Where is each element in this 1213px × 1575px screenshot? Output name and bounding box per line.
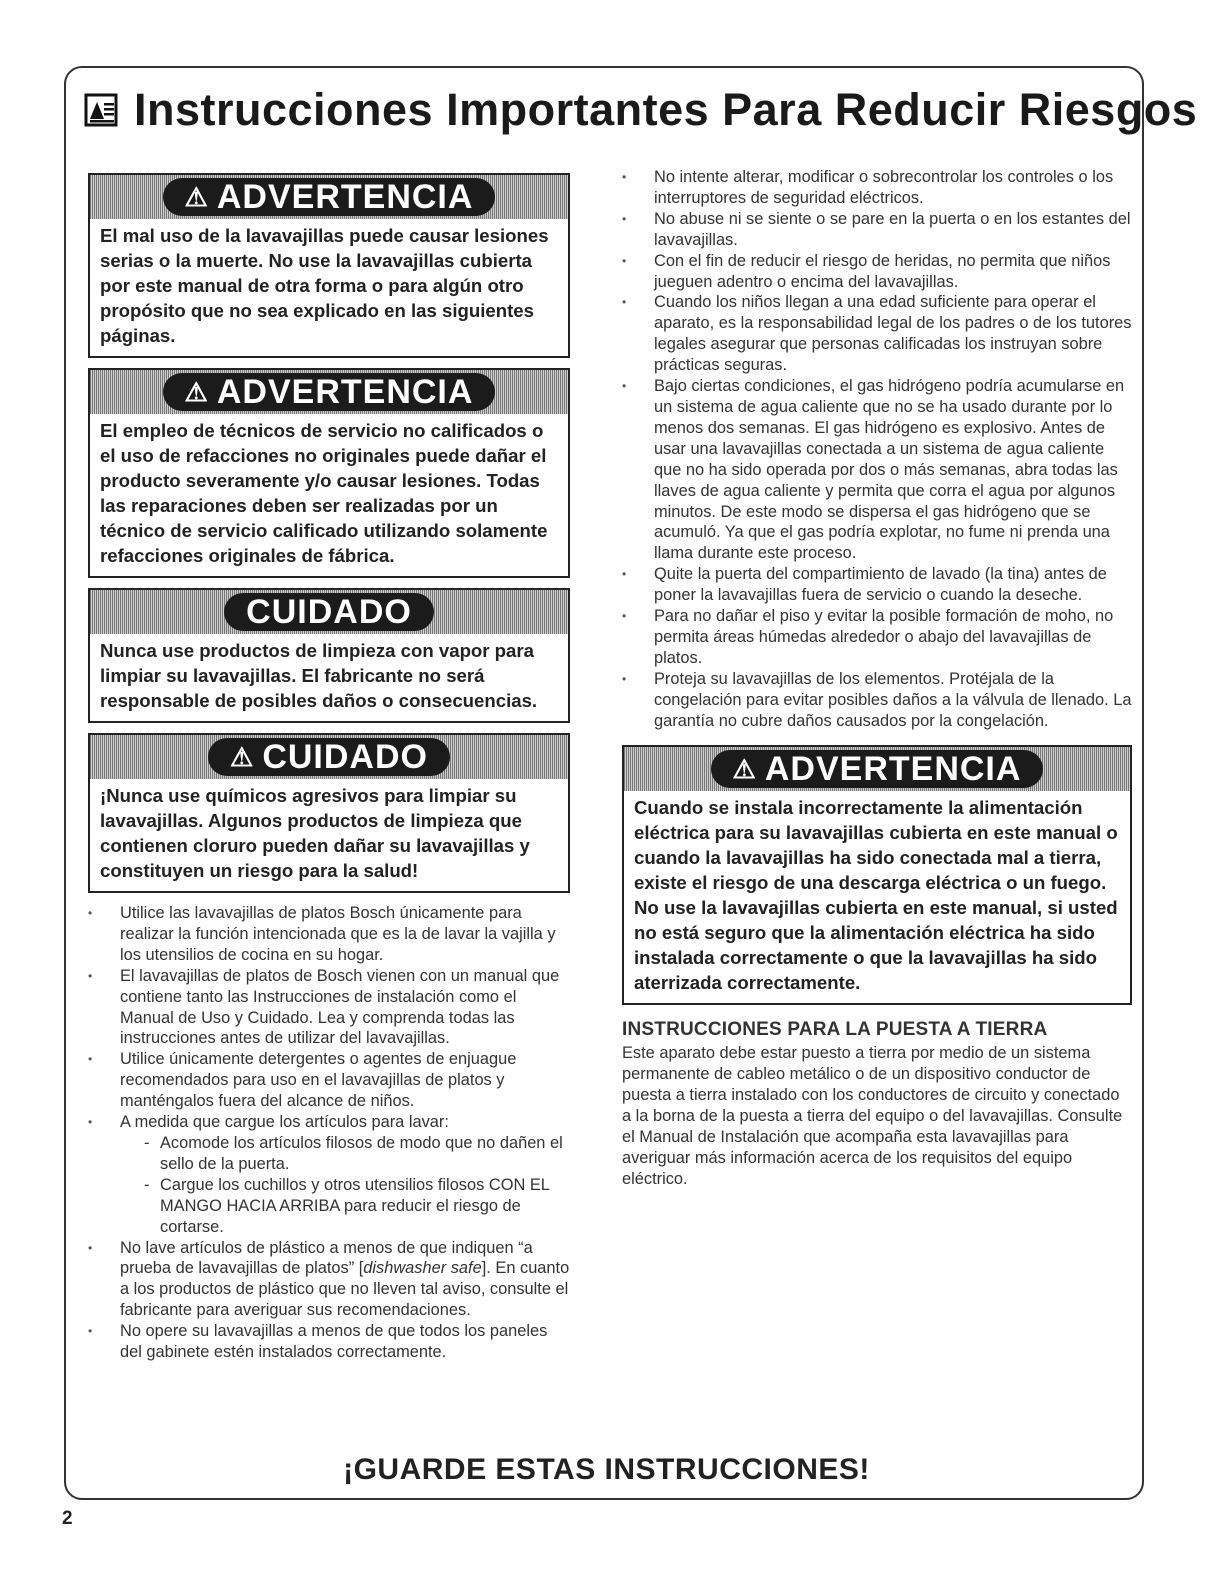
list-item: • No opere su lavavajillas a menos de que todos los paneles del gabinete estén instalados correctamente. bbox=[88, 1321, 570, 1363]
warning-label: ⚠ ADVERTENCIA bbox=[163, 373, 496, 411]
bullet-list-left bbox=[88, 903, 570, 1363]
caution-box bbox=[88, 733, 570, 893]
list-item: • No intente alterar, modificar o sobrecontrolar los controles o los interruptores de seguridad eléctricos. bbox=[622, 167, 1132, 209]
warning-text: El empleo de técnicos de servicio no calificados o el uso de refacciones no originales puede dañar el producto severamente y/o causar lesiones. Todas las reparaciones deben ser realizadas por un técnico de servicio calificado utilizando solamente refacciones originales de fábrica. bbox=[100, 420, 548, 566]
warning-label: ⚠ ADVERTENCIA bbox=[711, 750, 1044, 788]
italic-term: dishwasher safe bbox=[363, 1259, 482, 1278]
caution-label: ⚠ CUIDADO bbox=[208, 738, 450, 776]
save-instructions-banner: ¡GUARDE ESTAS INSTRUCCIONES! bbox=[343, 1453, 870, 1486]
list-item: • Bajo ciertas condiciones, el gas hidrógeno podría acumularse en un sistema de agua caliente que no se ha usado durante por lo menos dos semanas. El gas hidrógeno es explosivo. Antes de usar una lavavajillas conectada a un sistema de agua caliente que no ha sido operada por dos o más semanas, abra todas las llaves de agua caliente y permita que corra el agua por algunos minutos. De este modo se dispersa el gas hidrógeno que se acumuló. Ya que el gas podría explotar, no fume ni prenda una llama durante este proceso. bbox=[622, 376, 1132, 564]
list-item bbox=[88, 1112, 570, 1237]
list-item: • No lave artículos de plástico a menos de que indiquen “a prueba de lavavajillas de platos” [dishwasher safe]. En cuanto a los productos de plástico que no lleven tal aviso, consulte el fabricante para averiguar sus recomendaciones. bbox=[88, 1238, 570, 1322]
bullet-list-right bbox=[622, 167, 1132, 731]
warning-triangle-icon: ⚠ bbox=[230, 741, 255, 772]
warning-triangle-icon: ⚠ bbox=[732, 753, 757, 784]
grounding-title: INSTRUCCIONES PARA LA PUESTA A TIERRA bbox=[622, 1019, 1048, 1041]
warning-label: ⚠ ADVERTENCIA bbox=[163, 178, 496, 216]
caution-text: ¡Nunca use químicos agresivos para limpiar su lavavajillas. Algunos productos de limpieza que contienen cloruro pueden dañar su lavavajillas y constituyen un riesgo para la salud! bbox=[100, 785, 530, 881]
list-item: • Con el fin de reducir el riesgo de heridas, no permita que niños jueguen adentro o encima del lavavajillas. bbox=[622, 251, 1132, 293]
title-row bbox=[84, 80, 1197, 140]
sub-list-item: - Acomode los artículos filosos de modo que no dañen el sello de la puerta. bbox=[144, 1133, 563, 1173]
warning-triangle-icon: ⚠ bbox=[184, 181, 209, 212]
list-item: • Para no dañar el piso y evitar la posible formación de moho, no permita áreas húmedas alrededor o abajo del lavavajillas de platos. bbox=[622, 606, 1132, 669]
list-item: • Proteja su lavavajillas de los elementos. Protéjala de la congelación para evitar posibles daños a la válvula de llenado. La garantía no cubre daños causados por la congelación. bbox=[622, 669, 1132, 732]
warning-header bbox=[90, 175, 568, 219]
warning-header bbox=[90, 370, 568, 414]
sub-list-item: - Cargue los cuchillos y otros utensilios filosos CON EL MANGO HACIA ARRIBA para reducir el riesgo de cortarse. bbox=[144, 1175, 550, 1236]
caution-label: CUIDADO bbox=[224, 593, 434, 631]
list-item: • Utilice las lavavajillas de platos Bosch únicamente para realizar la función intencionada que es la de lavar la vajilla y los utensilios de cocina en su hogar. bbox=[88, 903, 570, 966]
right-column bbox=[622, 167, 1132, 1190]
page-title: Instrucciones Importantes Para Reducir Riesgos bbox=[134, 84, 1198, 135]
warning-text: El mal uso de la lavavajillas puede causar lesiones serias o la muerte. No use la lavavajillas cubierta por este manual de otra forma o para algún otro propósito que no sea explicado en las siguientes páginas. bbox=[100, 225, 549, 346]
warning-box bbox=[88, 173, 570, 358]
warning-triangle-icon: ⚠ bbox=[184, 376, 209, 407]
list-item: • Cuando los niños llegan a una edad suficiente para operar el aparato, es la responsabilidad legal de los padres o de los tutores legales asegurar que personas calificadas los instruyan sobre prácticas seguras. bbox=[622, 292, 1132, 376]
list-item: • Utilice únicamente detergentes o agentes de enjuague recomendados para uso en el lavavajillas de platos y manténgalos fuera del alcance de niños. bbox=[88, 1049, 570, 1112]
sub-list bbox=[120, 1133, 570, 1238]
warning-text: Cuando se instala incorrectamente la alimentación eléctrica para su lavavajillas cubierta en este manual o cuando la lavavajillas ha sido conectada mal a tierra, existe el riesgo de una descarga eléctrica o un fuego. No use la lavavajillas cubierta en este manual, si usted no está seguro que la alimentación eléctrica ha sido instalada correctamente o que la lavavajillas ha sido aterrizada correctamente. bbox=[634, 797, 1118, 994]
list-item: • Quite la puerta del compartimiento de lavado (la tina) antes de poner la lavavajillas fuera de servicio o cuando la deseche. bbox=[622, 564, 1132, 606]
caution-header bbox=[90, 735, 568, 779]
list-item: • No abuse ni se siente o se pare en la puerta o en los estantes del lavavajillas. bbox=[622, 209, 1132, 251]
caution-header bbox=[90, 590, 568, 634]
caution-box bbox=[88, 588, 570, 723]
warning-box bbox=[622, 745, 1132, 1005]
page-number: 2 bbox=[62, 1508, 73, 1529]
grounding-text: Este aparato debe estar puesto a tierra por medio de un sistema permanente de cableo metálico o de un dispositivo conductor de puesta a tierra instalado con los conductores de circuito y conectado a la borna de la puesta a tierra del equipo o del lavavajillas. Consulte el Manual de Instalación que acompaña esta lavavajillas para averiguar más información acerca de los requisitos del equipo eléctrico. bbox=[622, 1044, 1123, 1189]
warning-header bbox=[624, 747, 1130, 791]
document-icon bbox=[84, 93, 118, 127]
list-item: • El lavavajillas de platos de Bosch vienen con un manual que contiene tanto las Instrucciones de instalación como el Manual de Uso y Cuidado. Lea y comprenda todas las instrucciones antes de utilizar del lavavajillas. bbox=[88, 966, 570, 1050]
caution-text: Nunca use productos de limpieza con vapor para limpiar su lavavajillas. El fabricante no será responsable de posibles daños o consecuencias. bbox=[100, 640, 538, 711]
warning-box bbox=[88, 368, 570, 578]
left-column bbox=[88, 173, 570, 1363]
list-item-text: A medida que cargue los artículos para lavar: bbox=[120, 1113, 449, 1132]
